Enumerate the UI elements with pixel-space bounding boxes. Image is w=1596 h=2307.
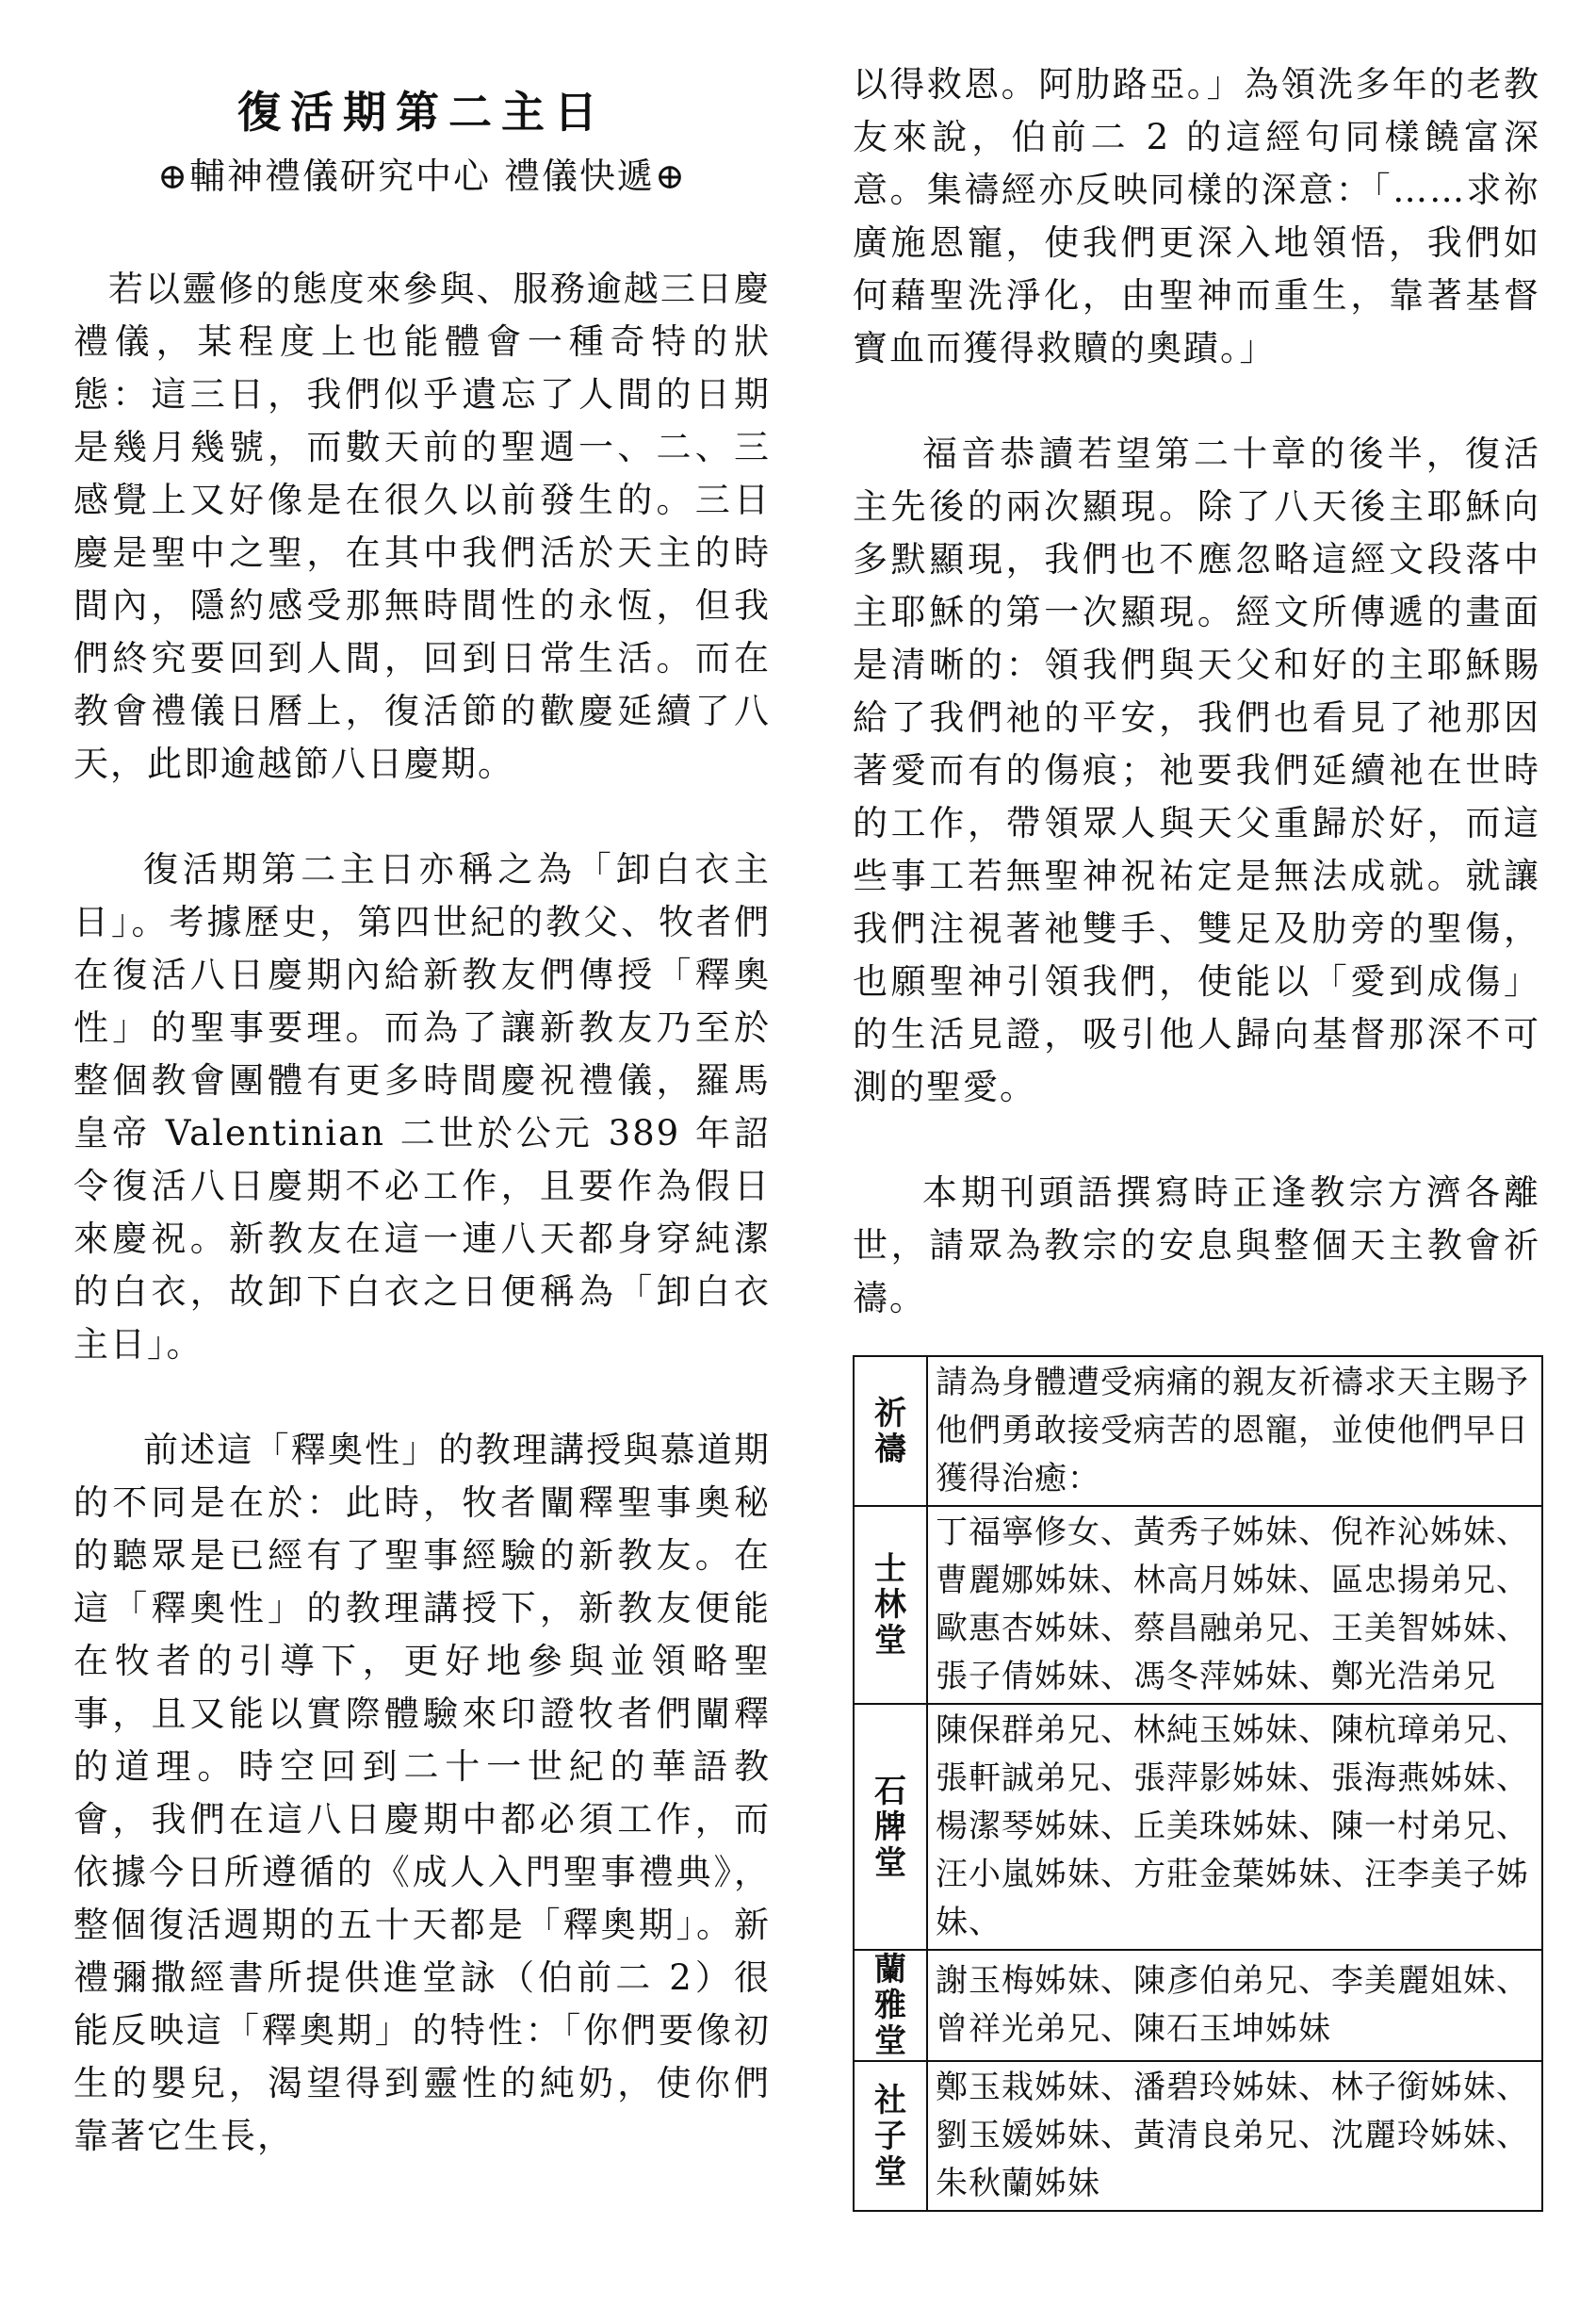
left-column [73, 66, 771, 2163]
paragraph-2: 復活期第二主日亦稱之為「卸白衣主日」。考據歷史，第四世紀的教父、牧者們在復活八日慶期內給新教友們傳授「釋奧性」的聖事要理。而為了讓新教友乃至於整個教會團體有更多時間慶祝禮儀，羅馬皇帝 Valentinian 二世於公元 389 年詔令復活八日慶期不必工作，且要作為假日來慶祝。新教友在這一連八天都身穿純潔的白衣，故卸下白衣之日便稱為「卸白衣主日」。 [73, 848, 771, 1365]
row-label: 蘭雅堂 [854, 1950, 927, 2061]
paragraph-4: 以得救恩。阿肋路亞。」為領洗多年的老教友來說，伯前二 2 的這經句同樣饒富深意。集禱經亦反映同樣的深意：「……求祢廣施恩寵，使我們更深入地領悟，我們如何藉聖洗淨化，由聖神而重生，靠著基督寶血而獲得救贖的奧蹟。」 [853, 64, 1540, 368]
paragraph-gap [73, 1371, 771, 1424]
table-row [854, 1506, 1542, 1704]
paragraph-3: 前述這「釋奧性」的教理講授與慕道期的不同是在於：此時，牧者闡釋聖事奧秘的聽眾是已經有了聖事經驗的新教友。在這「釋奧性」的教理講授下，新教友便能在牧者的引導下，更好地參與並領略聖事，且又能以實際體驗來印證牧者們闡釋的道理。時空回到二十一世紀的華語教會，我們在這八日慶期中都必須工作，而依據今日所遵循的《成人入門聖事禮典》，整個復活週期的五十天都是「釋奧期」。新禮彌撒經書所提供進堂詠（伯前二 2）很能反映這「釋奧期」的特性：「你們要像初生的嬰兒，渴望得到靈性的純奶，使你們靠著它生長， [73, 1429, 771, 2156]
row-content: 謝玉梅姊妹、陳彥伯弟兄、李美麗姐妹、曾祥光弟兄、陳石玉坤姊妹 [927, 1950, 1542, 2061]
row-label: 祈禱 [854, 1356, 927, 1506]
right-column [853, 66, 1540, 1325]
paragraph-5: 福音恭讀若望第二十章的後半，復活主先後的兩次顯現。除了八天後主耶穌向多默顯現，我們也不應忽略這經文段落中主耶穌的第一次顯現。經文所傳遞的畫面是清晰的：領我們與天父和好的主耶穌賜給了我們祂的平安，我們也看見了祂那因著愛而有的傷痕；祂要我們延續祂在世時的工作，帶領眾人與天父重歸於好，而這些事工若無聖神祝祐定是無法成就。就讓我們注視著祂雙手、雙足及肋旁的聖傷，也願聖神引領我們，使能以「愛到成傷」的生活見證，吸引他人歸向基督那深不可測的聖愛。 [853, 434, 1540, 1107]
row-label: 石牌堂 [854, 1704, 927, 1950]
paragraph-1: 若以靈修的態度來參與、服務逾越三日慶禮儀，某程度上也能體會一種奇特的狀態：這三日，我們似乎遺忘了人間的日期是幾月幾號，而數天前的聖週一、二、三感覺上又好像是在很久以前發生的。三日慶是聖中之聖，在其中我們活於天主的時間內，隱約感受那無時間性的永恆，但我們終究要回到人間，回到日常生活。而在教會禮儀日曆上，復活節的歡慶延續了八天，此即逾越節八日慶期。 [73, 268, 771, 784]
row-content: 丁福寧修女、黃秀子姊妹、倪祚沁姊妹、曹麗娜姊妹、林高月姊妹、區忠揚弟兄、歐惠杏姊妹、蔡昌融弟兄、王美智姊妹、張子倩姊妹、馮冬萍姊妹、鄭光浩弟兄 [927, 1506, 1542, 1704]
paragraph-gap [73, 791, 771, 843]
page-title: 復活期第二主日 [237, 87, 607, 138]
row-label: 社子堂 [854, 2061, 927, 2211]
paragraph-6: 本期刊頭語撰寫時正逢教宗方濟各離世，請眾為教宗的安息與整個天主教會祈禱。 [853, 1172, 1540, 1318]
page-subtitle: ⊕輔神禮儀研究中心 禮儀快遞⊕ [157, 155, 687, 198]
table-row [854, 1950, 1542, 2061]
paragraph-gap [853, 1114, 1540, 1167]
prayer-list-table [853, 1355, 1543, 2212]
table-row [854, 1704, 1542, 1950]
row-label: 士林堂 [854, 1506, 927, 1704]
table-row [854, 1356, 1542, 1506]
row-content: 請為身體遭受病痛的親友祈禱求天主賜予他們勇敢接受病苦的恩寵，並使他們早日獲得治癒： [927, 1356, 1542, 1506]
row-content: 鄭玉栽姊妹、潘碧玲姊妹、林子銜姊妹、劉玉媛姊妹、黃清良弟兄、沈麗玲姊妹、朱秋蘭姊妹 [927, 2061, 1542, 2211]
table-row [854, 2061, 1542, 2211]
row-content: 陳保群弟兄、林純玉姊妹、陳杭璋弟兄、張軒誠弟兄、張萍影姊妹、張海燕姊妹、楊潔琴姊妹、丘美珠姊妹、陳一村弟兄、汪小嵐姊妹、方莊金葉姊妹、汪李美子姊妹、 [927, 1704, 1542, 1950]
paragraph-gap [853, 375, 1540, 428]
